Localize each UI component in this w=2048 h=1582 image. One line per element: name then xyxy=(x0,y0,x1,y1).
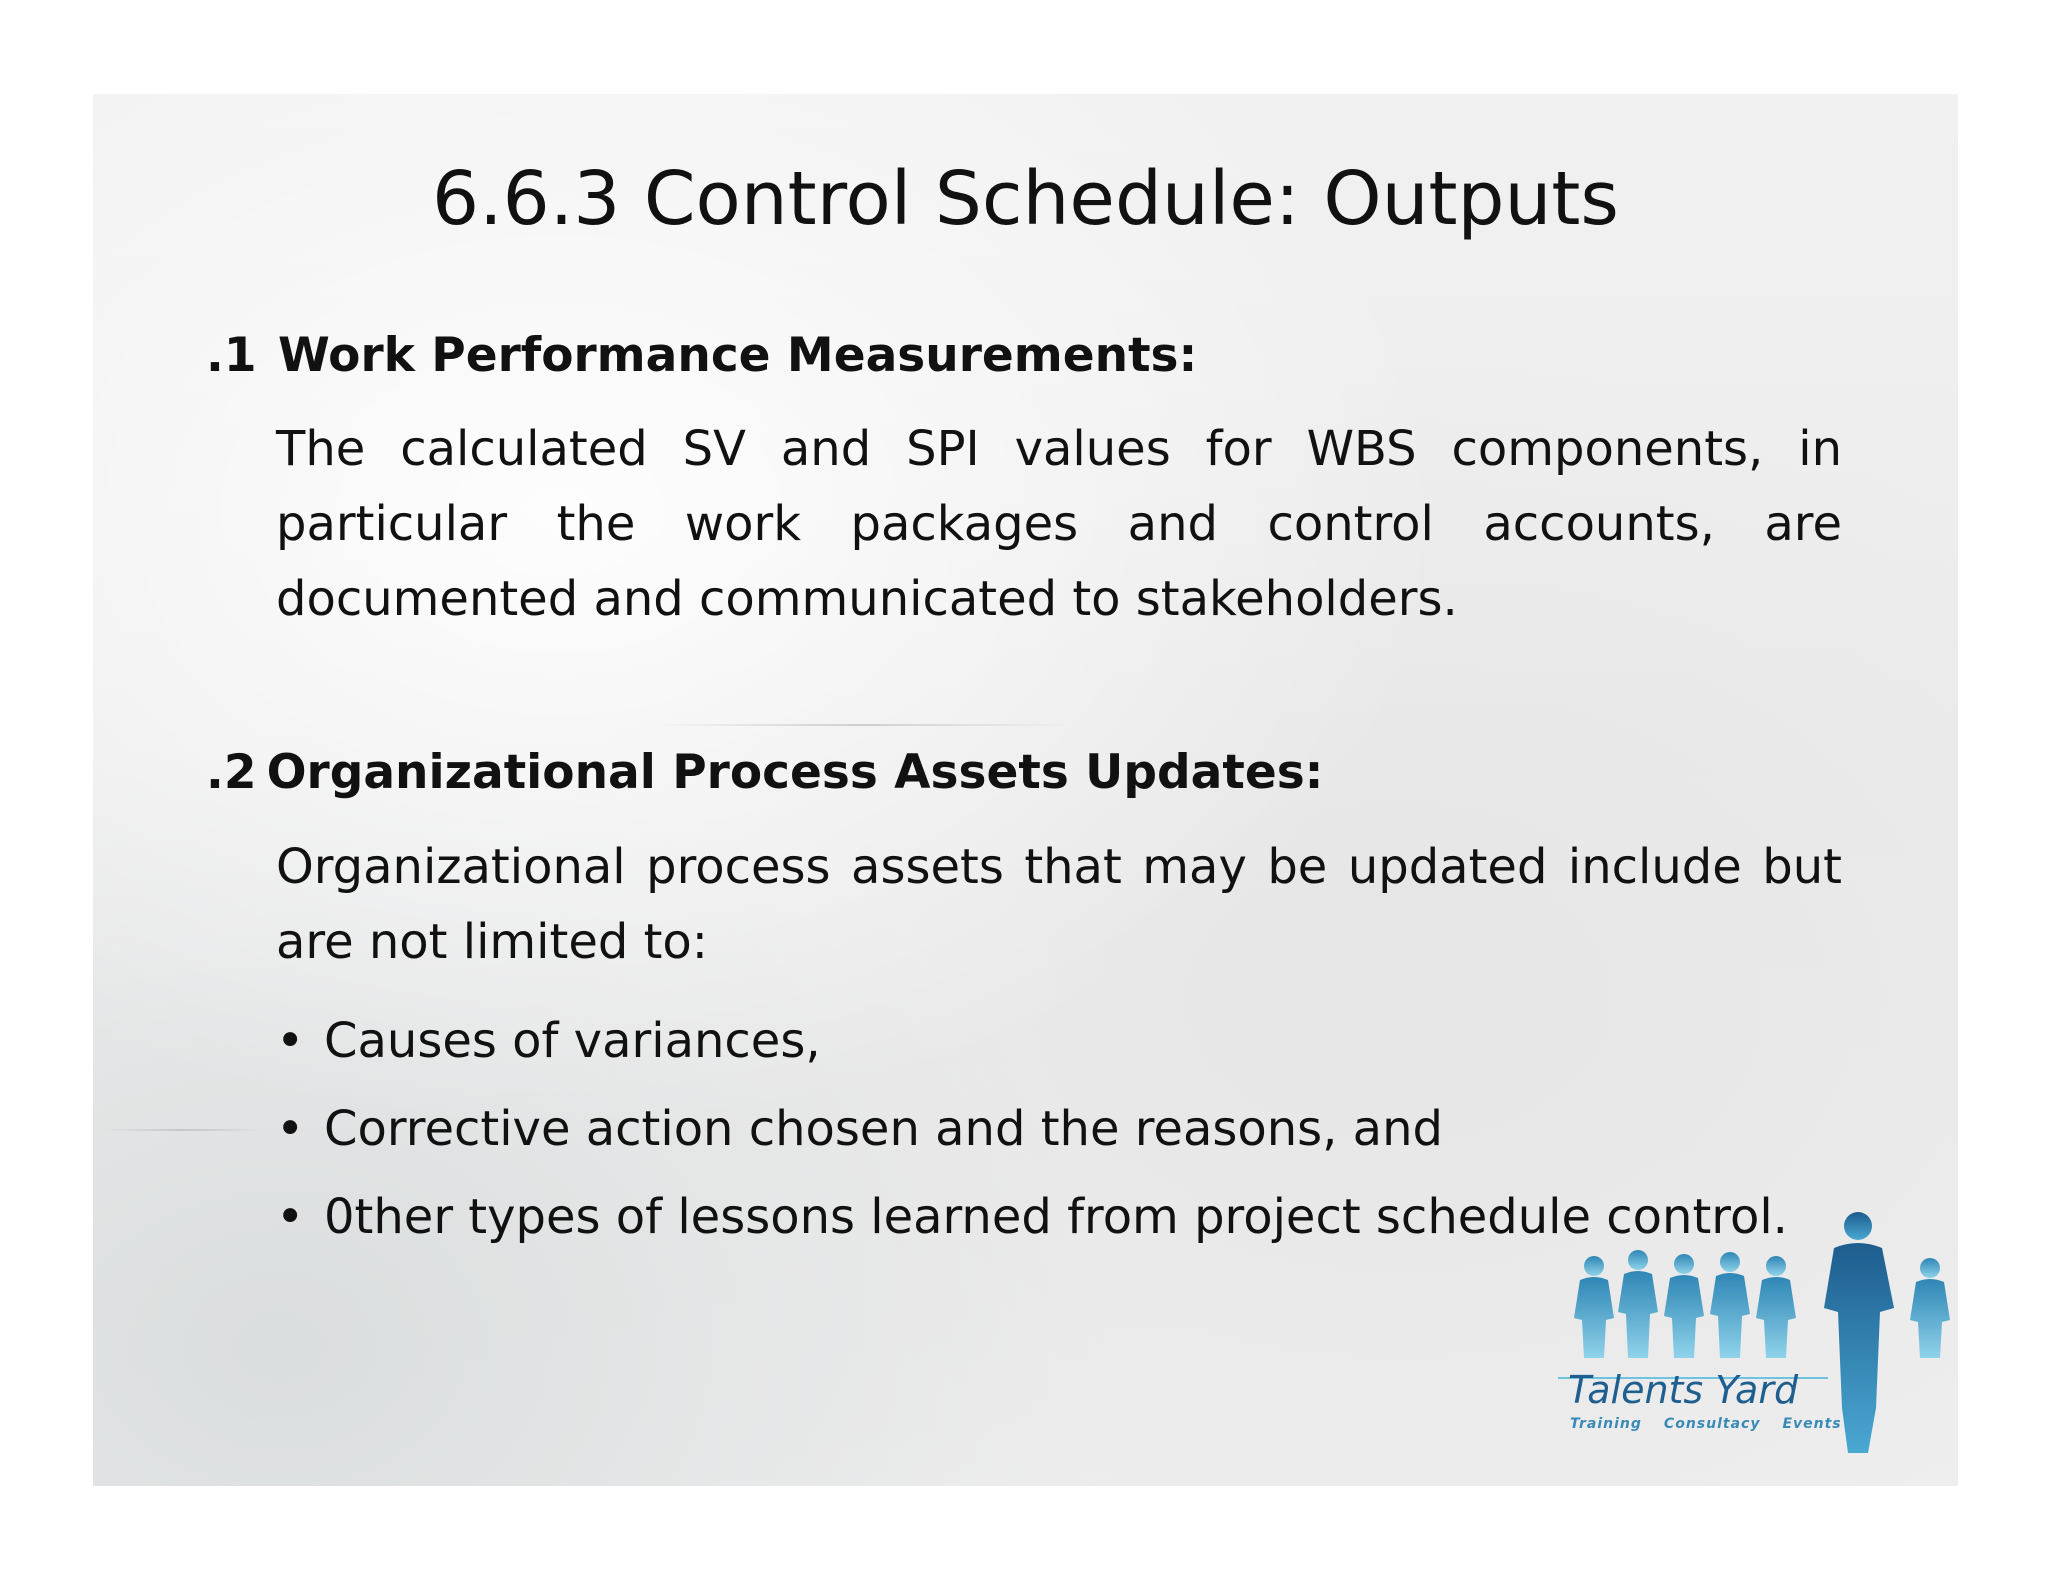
section-2-heading-text: Organizational Process Assets Updates: xyxy=(266,745,1324,800)
list-item: • Corrective action chosen and the reasons, and xyxy=(276,1092,1842,1167)
list-item: • Causes of variances, xyxy=(276,1004,1842,1079)
bullet-icon: • xyxy=(276,1013,305,1069)
section-1-number: .1 xyxy=(206,328,257,383)
section-1-text: The calculated SV and SPI values for WBS components, in particular the work packages and control accounts, are documented and communicated to stakeholders. xyxy=(276,421,1842,627)
section-1-heading-text: Work Performance Measurements: xyxy=(278,328,1198,383)
slide xyxy=(93,94,1958,1486)
bullet-icon: • xyxy=(276,1101,305,1157)
logo-tagline: Training Consultacy Events xyxy=(1570,1416,1842,1432)
section-2-text: Organizational process assets that may be updated include but are not limited to: xyxy=(276,839,1842,970)
section-1-heading xyxy=(206,327,1197,385)
background-streak xyxy=(103,1129,263,1131)
section-2-number: .2 xyxy=(206,745,257,800)
section-2-heading xyxy=(206,744,1323,802)
slide-title: 6.6.3 Control Schedule: Outputs xyxy=(432,156,1619,242)
logo-name: Talents Yard xyxy=(1568,1368,1799,1412)
bullet-icon: • xyxy=(276,1189,305,1245)
background-streak xyxy=(653,724,1073,726)
talents-yard-logo xyxy=(1558,1208,1958,1458)
list-item: • 0ther types of lessons learned from project schedule control. xyxy=(276,1180,1842,1255)
